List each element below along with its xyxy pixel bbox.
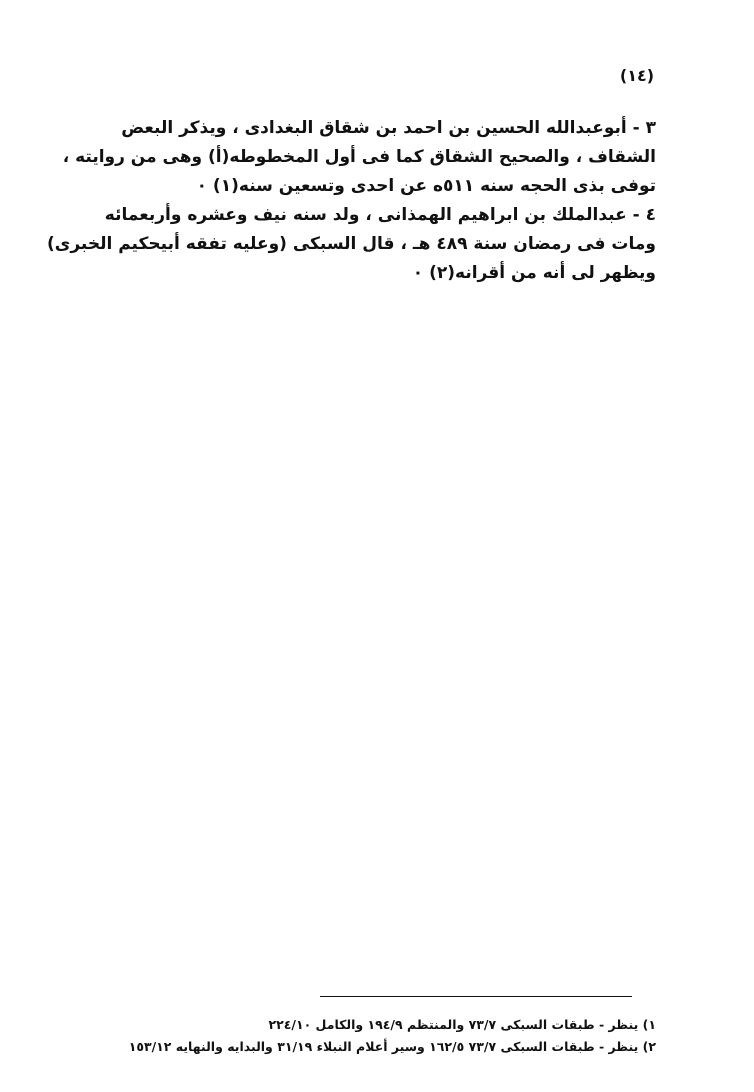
entry-4-line-3: ويظهر لى أنه من أقرانه(٢) ٠ (412, 263, 656, 283)
footnote-divider (320, 996, 632, 997)
main-text (46, 114, 656, 288)
page-number: (١٤) (619, 66, 655, 85)
entry-3-line-2: الشقاف ، والصحيح الشقاق كما فى أول المخطوطه(أ) وهى من روايته ، (62, 147, 656, 167)
entry-3-line-3: توفى بذى الحجه سنه ٥١١ه عن احدى وتسعين سنه(١) ٠ (196, 176, 656, 196)
entry-4-line-2: ومات فى رمضان سنة ٤٨٩ هـ ، قال السبكى (وعليه تفقه أبيحكيم الخبرى) (46, 234, 656, 254)
footnotes (96, 1014, 656, 1058)
footnote-1: ١) ينظر - طبقات السبكى ٧٣/٧ والمنتظم ١٩٤/٩ والكامل ٢٢٤/١٠ (268, 1017, 656, 1032)
entry-4-line-1: ٤ - عبدالملك بن ابراهيم الهمذانى ، ولد سنه نيف وعشره وأربعمائه (104, 205, 656, 225)
entry-3-line-1: ٣ - أبوعبدالله الحسين بن احمد بن شقاق البغدادى ، ويذكر البعض (121, 118, 656, 138)
footnote-2: ٢) ينظر - طبقات السبكى ٧٣/٧ ١٦٢/٥ وسير أعلام النبلاء ٣١/١٩ والبدايه والنهايه ١٥٣/١٢ (128, 1039, 656, 1054)
